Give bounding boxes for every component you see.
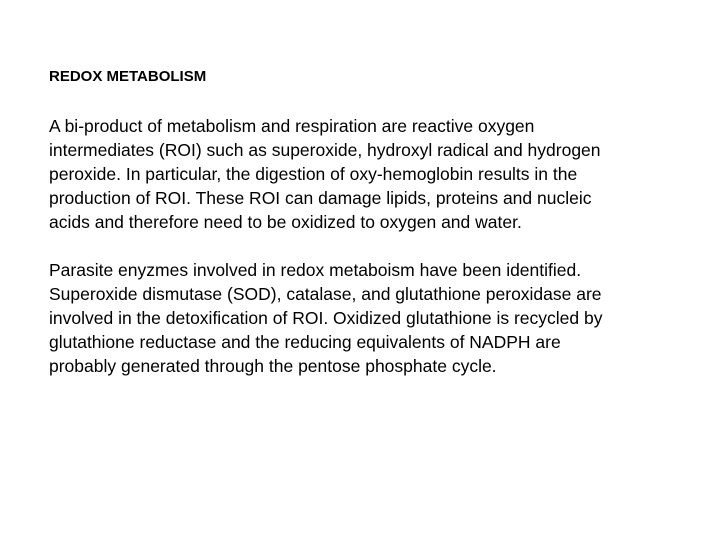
- paragraph-line: glutathione reductase and the reducing equivalents of NADPH are: [49, 332, 561, 352]
- paragraph-line: involved in the detoxification of ROI. Oxidized glutathione is recycled by: [49, 308, 603, 328]
- paragraph-roi-production: [49, 114, 699, 234]
- slide-title: REDOX METABOLISM: [49, 68, 207, 85]
- paragraph-line: intermediates (ROI) such as superoxide, hydroxyl radical and hydrogen: [49, 140, 601, 160]
- paragraph-line: probably generated through the pentose phosphate cycle.: [49, 356, 497, 376]
- paragraph-line: A bi-product of metabolism and respiration are reactive oxygen: [49, 116, 535, 136]
- paragraph-parasite-enzymes: [49, 258, 699, 378]
- paragraph-line: Parasite enyzmes involved in redox metaboism have been identified.: [49, 260, 582, 280]
- paragraph-line: peroxide. In particular, the digestion of oxy-hemoglobin results in the: [49, 164, 578, 184]
- paragraph-line: production of ROI. These ROI can damage lipids, proteins and nucleic: [49, 188, 592, 208]
- paragraph-line: Superoxide dismutase (SOD), catalase, and glutathione peroxidase are: [49, 284, 602, 304]
- paragraph-line: acids and therefore need to be oxidized to oxygen and water.: [49, 212, 522, 232]
